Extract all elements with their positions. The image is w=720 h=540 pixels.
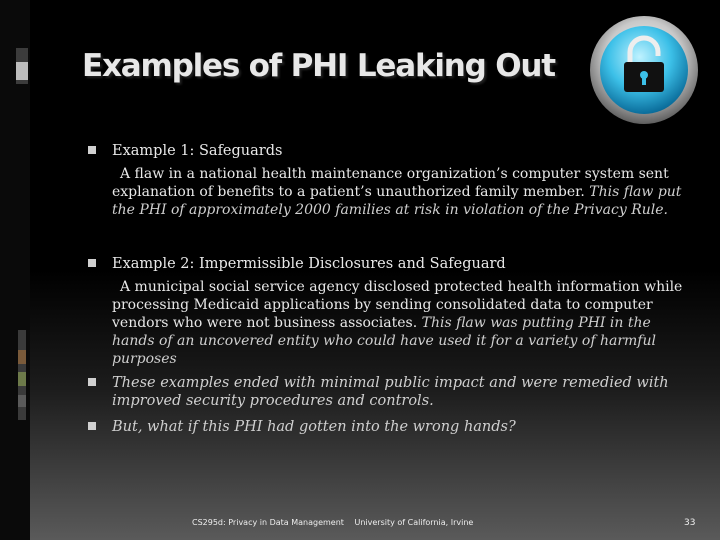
page-number: 33 [684,518,696,528]
item-heading: Example 1: Safeguards [112,143,283,159]
lock-icon [588,14,700,126]
list-item [88,418,688,436]
item-text: But, what if this PHI had gotten into the wrong hands? [112,419,516,435]
footer [192,518,481,527]
bullet-list [88,142,688,436]
bullet-icon [88,259,96,267]
item-emphasis: This flaw was putting PHI in the hands of an uncovered entity who could have used it for a variety of harmful purposes [112,315,656,367]
bullet-icon [88,146,96,154]
footer-org: University of California, Irvine [354,518,474,527]
bullet-icon [88,378,96,386]
bullet-icon [88,422,96,430]
slide-title: Examples of PHI Leaking Out [82,48,555,84]
list-item [88,255,688,368]
footer-course: CS295d: Privacy in Data Management [192,518,344,527]
item-text: A municipal social service agency disclosed protected health information while processing Medicaid applications by sending consolidated data to computer vendors who were not business associates. [112,279,683,331]
item-text: These examples ended with minimal public impact and were remedied with improved security procedures and controls. [112,375,669,409]
list-item [88,142,688,219]
item-heading: Example 2: Impermissible Disclosures and Safeguard [112,256,506,272]
item-text: A flaw in a national health maintenance organization’s computer system sent explanation of benefits to a patient’s unauthorized family member. [112,166,669,200]
side-decoration [0,0,30,540]
item-emphasis: This flaw put the PHI of approximately 2000 families at risk in violation of the Privacy Rule. [112,184,682,218]
list-item [88,374,688,410]
